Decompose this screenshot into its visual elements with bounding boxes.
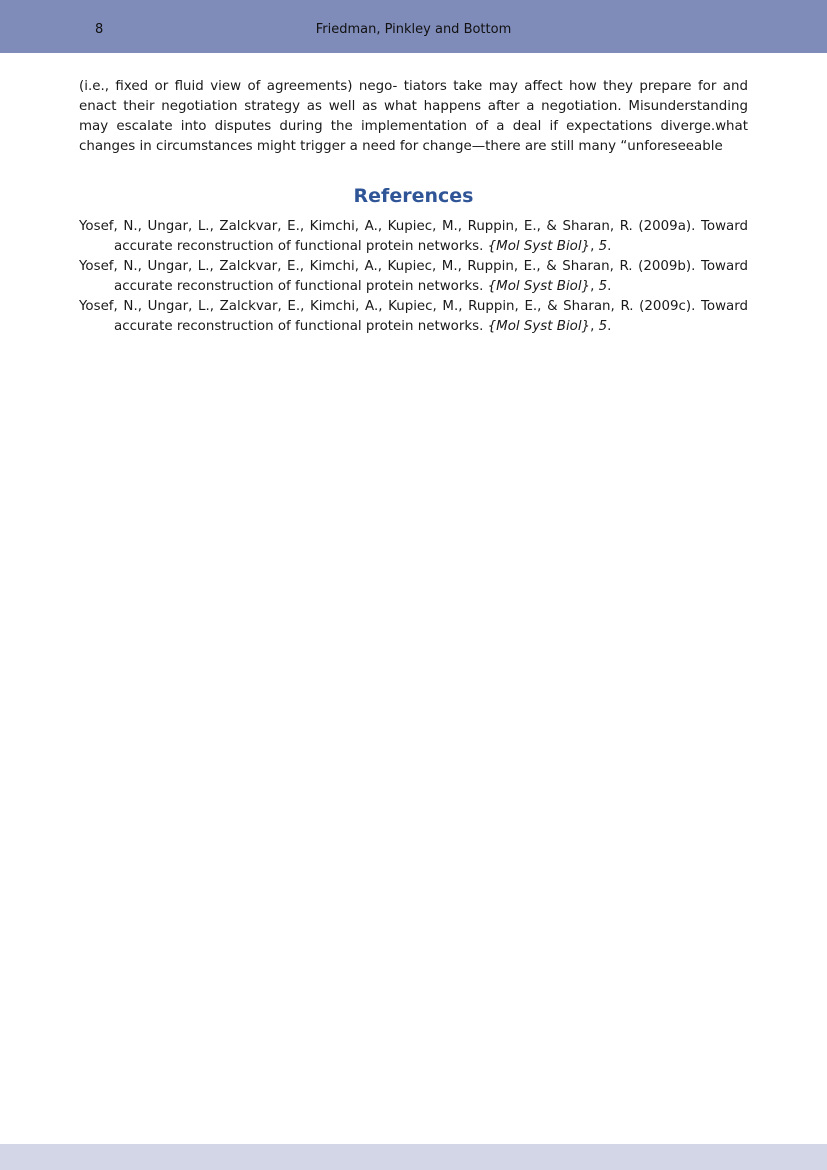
reference-journal: {Mol Syst Biol} (487, 279, 591, 294)
reference-journal: {Mol Syst Biol} (487, 239, 591, 254)
reference-text: Yosef, N., Ungar, L., Zalckvar, E., Kimchi, A., Kupiec, M., Ruppin, E., & Sharan, R. (2009c). Toward accurate reconstruction of functional protein networks. (79, 299, 748, 334)
page-content (79, 77, 748, 337)
reference-entry (79, 297, 748, 337)
reference-journal: {Mol Syst Biol} (487, 319, 591, 334)
reference-entry (79, 257, 748, 297)
reference-end: . (607, 279, 612, 294)
reference-volume: 5 (598, 239, 608, 254)
reference-separator: , (590, 239, 599, 254)
reference-text: Yosef, N., Ungar, L., Zalckvar, E., Kimchi, A., Kupiec, M., Ruppin, E., & Sharan, R. (2009a). Toward accurate reconstruction of functional protein networks. (79, 219, 748, 254)
running-head: Friedman, Pinkley and Bottom (315, 22, 512, 37)
reference-list (79, 217, 748, 337)
body-paragraph: (i.e., fixed or fluid view of agreements) nego- tiators take may affect how they prepare for and enact their negotiation strategy as well as what happens after a negotiation. Misunderstanding may escalate into disputes during the implementation of a deal if expectations diverge.what changes in circumstances might trigger a need for change—there are still many “unforeseeable (79, 79, 748, 154)
references-heading: References (353, 185, 474, 207)
reference-entry (79, 217, 748, 257)
reference-volume: 5 (598, 279, 608, 294)
reference-separator: , (590, 319, 599, 334)
page-header (0, 0, 827, 53)
reference-separator: , (590, 279, 599, 294)
reference-end: . (607, 239, 612, 254)
reference-end: . (607, 319, 612, 334)
reference-text: Yosef, N., Ungar, L., Zalckvar, E., Kimchi, A., Kupiec, M., Ruppin, E., & Sharan, R. (2009b). Toward accurate reconstruction of functional protein networks. (79, 259, 748, 294)
page-number: 8 (95, 22, 104, 37)
reference-volume: 5 (598, 319, 608, 334)
page-footer (0, 1144, 827, 1170)
